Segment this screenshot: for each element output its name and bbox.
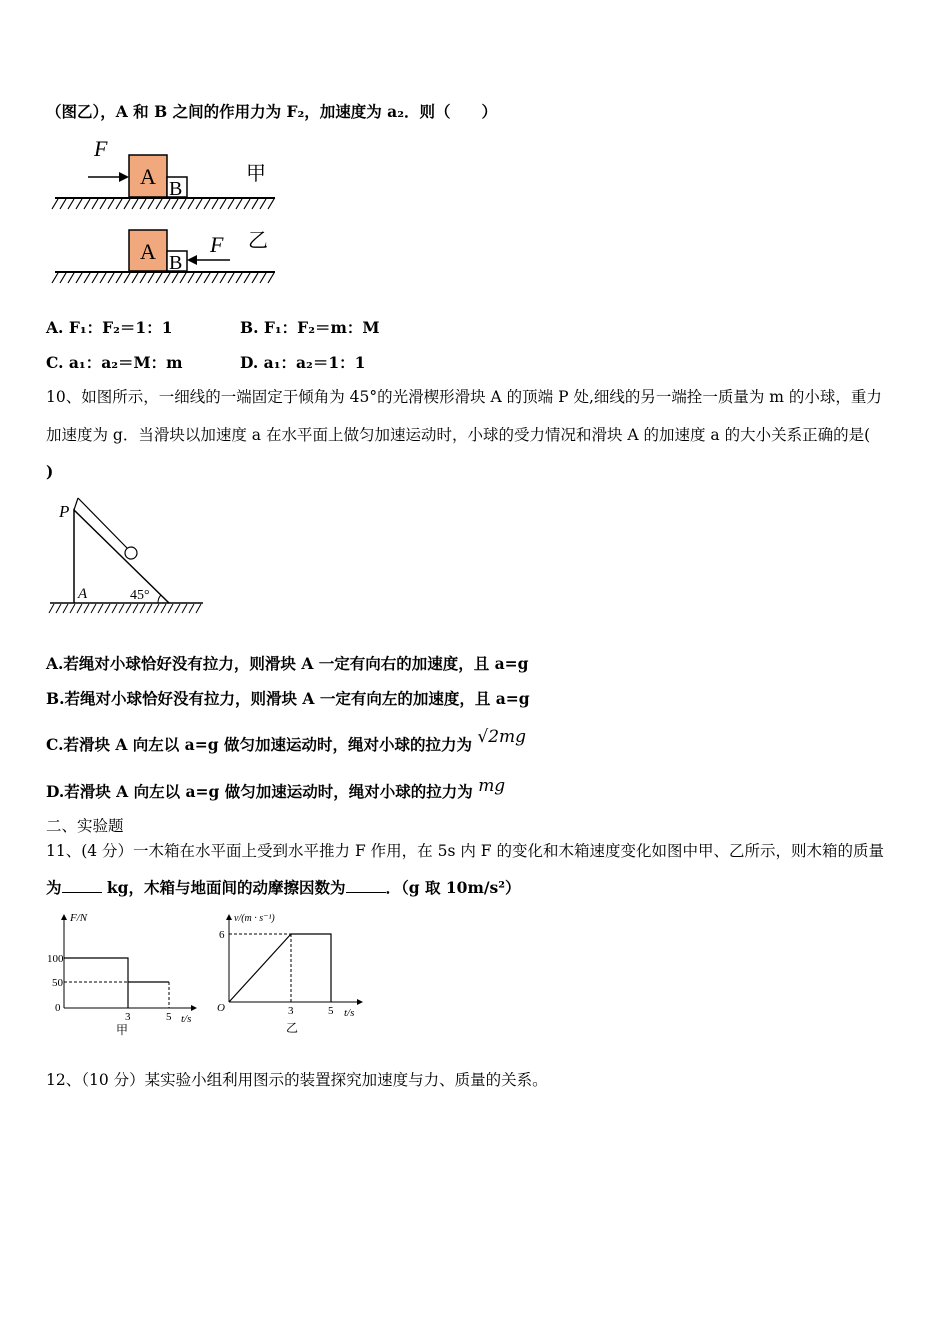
q10-stem-line3: )	[46, 462, 54, 481]
q10-option-a: A.若绳对小球恰好没有拉力，则滑块 A 一定有向右的加速度，且 a=g	[46, 654, 529, 673]
xtick-3: 3	[288, 1005, 294, 1017]
ylabel: v/(m · s⁻¹)	[234, 913, 275, 924]
mass-blank	[62, 878, 102, 893]
xtick-5: 5	[328, 1005, 334, 1017]
caption: 乙	[286, 1021, 299, 1035]
force-label: F	[94, 136, 108, 161]
q9-figure-yi	[50, 210, 290, 295]
q10-option-c-math: √2mg	[477, 727, 527, 747]
xlabel: t/s	[181, 1013, 192, 1025]
xlabel: t/s	[344, 1007, 355, 1019]
ylabel: F/N	[70, 912, 88, 924]
block-b-label: B	[169, 178, 183, 200]
q9-figure-jia	[50, 135, 290, 215]
point-p-label: P	[59, 502, 70, 521]
angle-label: 45°	[130, 588, 150, 603]
q10-wedge-figure	[48, 492, 208, 617]
q9-option-a: A. F₁：F₂＝1：1	[46, 318, 173, 337]
q11-text-a: 为	[46, 878, 62, 897]
caption-jia: 甲	[246, 163, 266, 185]
q10-option-c-text: C.若滑块 A 向左以 a=g 做匀加速运动时，绳对小球的拉力为	[46, 735, 472, 754]
q11-stem-line1: 11、(4 分）一木箱在水平面上受到水平推力 F 作用，在 5s 内 F 的变化和木箱速度变化如图中甲、乙所示，则木箱的质量	[46, 842, 884, 860]
q10-stem-line2: 加速度为 g．当滑块以加速度 a 在水平面上做匀加速运动时，小球的受力情况和滑块 A 的加速度 a 的大小关系正确的是(	[46, 426, 871, 444]
ytick-50: 50	[52, 977, 63, 989]
ytick-100: 100	[47, 953, 64, 965]
caption: 甲	[116, 1023, 129, 1037]
xtick-3: 3	[125, 1011, 131, 1023]
q11-text-c: ．（g 取 10m/s²）	[385, 878, 521, 897]
q11-graph-jia	[44, 910, 204, 1038]
point-a-label: A	[78, 586, 88, 602]
q9-option-d: D. a₁：a₂＝1：1	[240, 353, 366, 372]
q9-stem-tail: （图乙），A 和 B 之间的作用力为 F₂，加速度为 a₂．则（ ）	[46, 102, 497, 121]
xtick-5: 5	[166, 1011, 172, 1023]
q10-option-d	[46, 776, 506, 802]
caption-yi: 乙	[248, 230, 268, 252]
q10-option-d-text: D.若滑块 A 向左以 a=g 做匀加速运动时，绳对小球的拉力为	[46, 782, 473, 801]
friction-blank	[346, 878, 386, 893]
block-a-label: A	[140, 239, 156, 264]
q11-graph-yi	[210, 910, 370, 1038]
q9-option-c: C. a₁：a₂＝M：m	[46, 353, 183, 372]
q11-stem-line2	[46, 878, 521, 898]
q12-stem: 12、（10 分）某实验小组利用图示的装置探究加速度与力、质量的关系。	[46, 1071, 548, 1089]
section-2-heading: 二、实验题	[46, 817, 124, 835]
q10-stem-line1: 10、如图所示，一细线的一端固定于倾角为 45°的光滑楔形滑块 A 的顶端 P 处,细线的另一端拴一质量为 m 的小球，重力	[46, 388, 882, 406]
q9-option-b: B. F₁：F₂＝m：M	[240, 318, 380, 337]
ytick-0: 0	[55, 1002, 61, 1014]
q11-text-b: kg，木箱与地面间的动摩擦因数为	[106, 878, 346, 897]
q10-option-b: B.若绳对小球恰好没有拉力，则滑块 A 一定有向左的加速度，且 a=g	[46, 689, 530, 708]
ball	[125, 547, 137, 559]
block-a-label: A	[140, 164, 156, 189]
q10-option-d-math: mg	[478, 776, 506, 796]
ytick-6: 6	[219, 929, 225, 941]
q10-option-c	[46, 727, 527, 755]
block-b-label: B	[169, 252, 183, 274]
origin-label: O	[217, 1002, 225, 1014]
force-label: F	[210, 232, 224, 257]
